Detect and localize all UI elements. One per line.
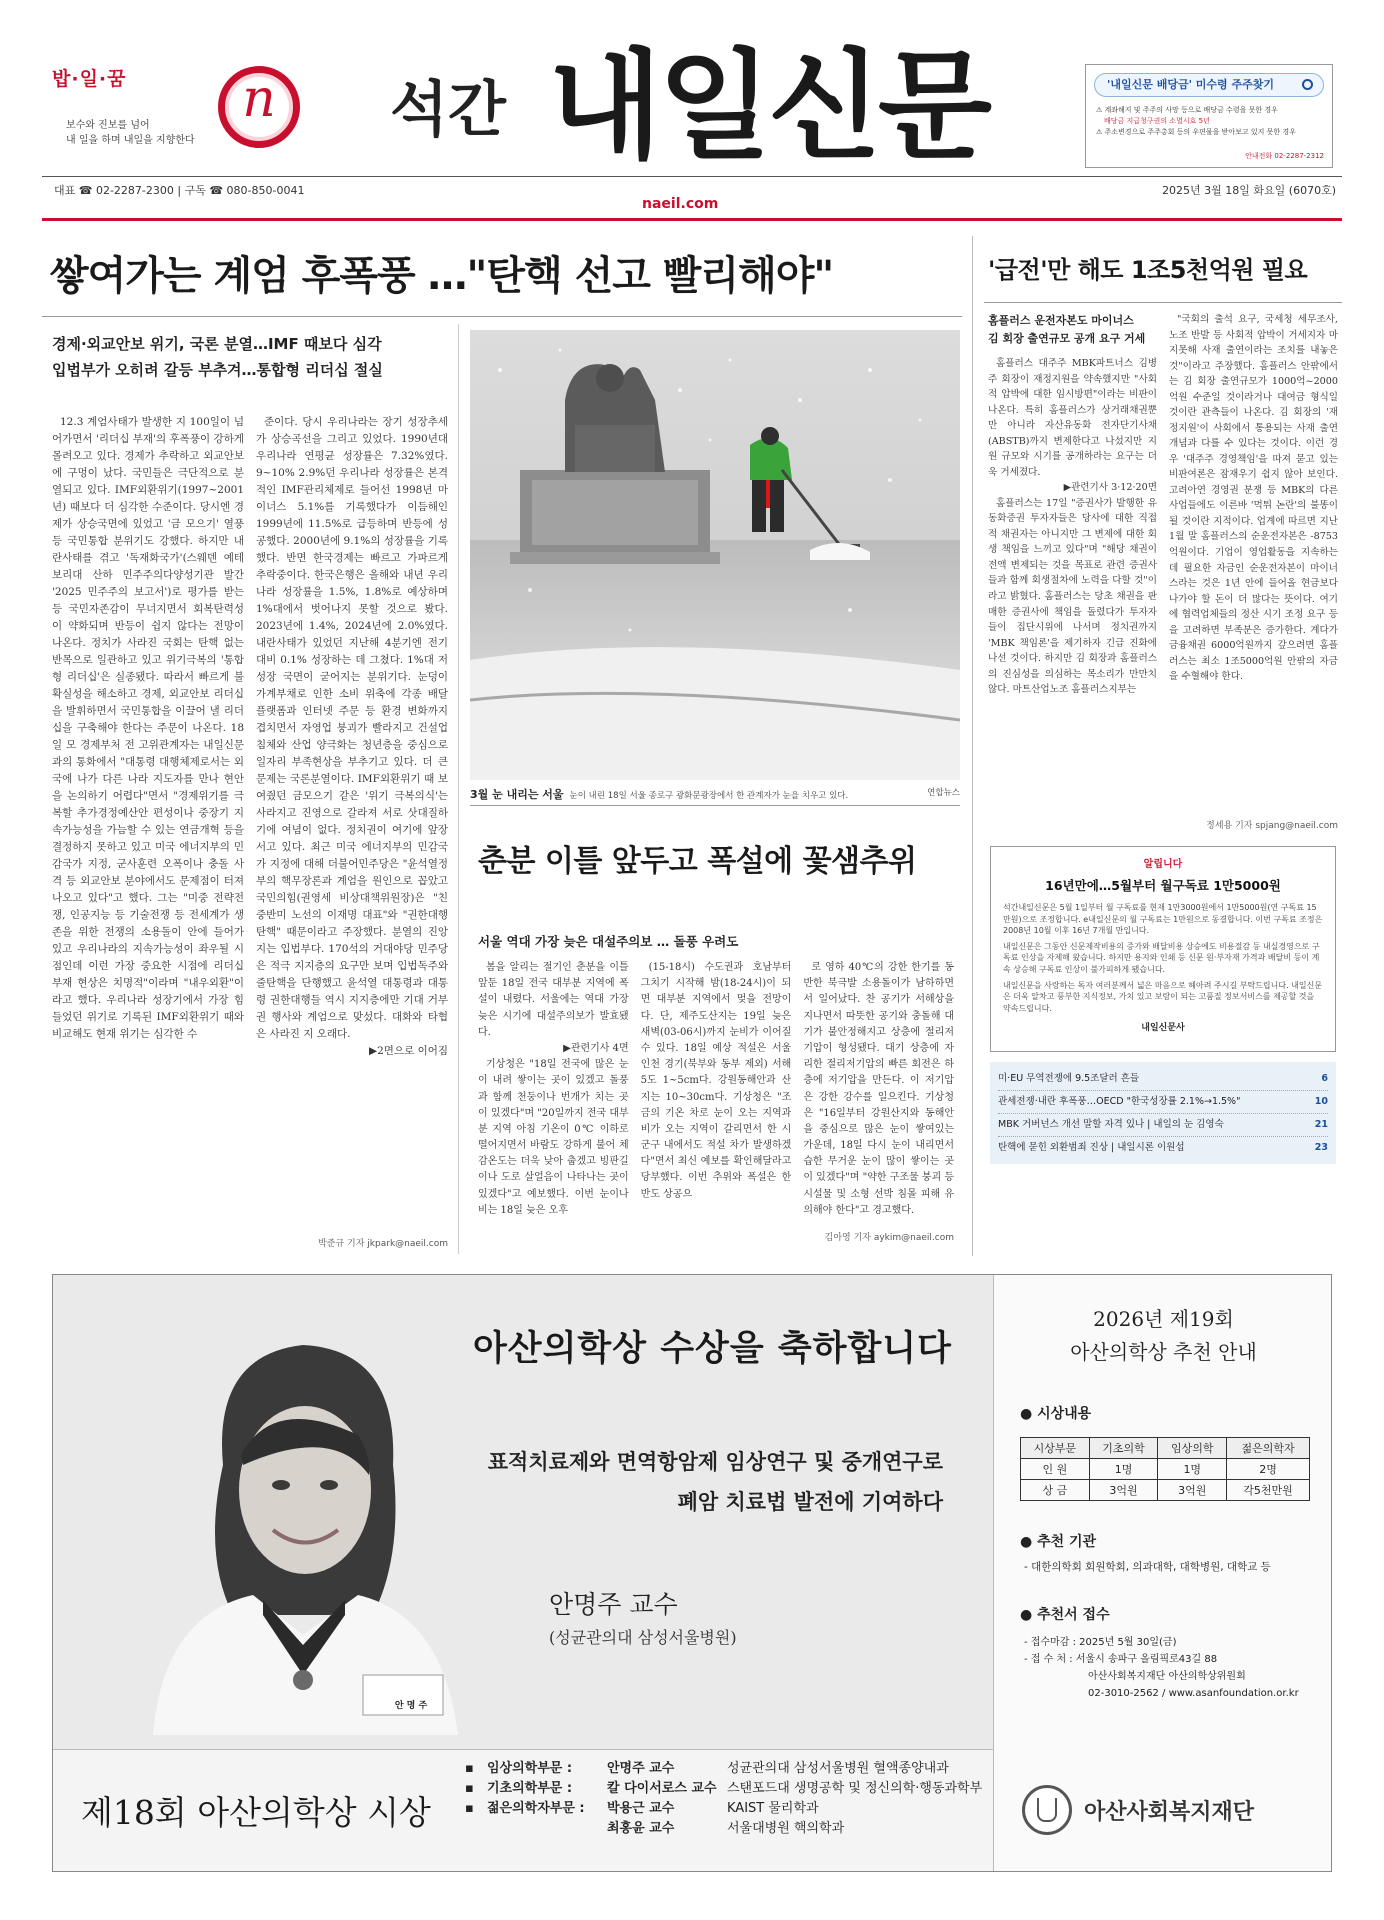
notice-box-title-bar [1094, 73, 1324, 97]
winner-row: ▪ 기초의학부문 : 칼 다이서로스 교수 스탠포드대 생명공학 및 정신의학·행동과학부 [465, 1781, 983, 1796]
notice-line: ⚠ 계좌해지 및 주주의 사망 등으로 배당금 수령을 못한 경우 [1096, 106, 1278, 114]
index-item[interactable]: 관세전쟁·내란 후폭풍…OECD "한국성장률 2.1%→1.5%" 10 [998, 1091, 1328, 1114]
notice-paragraph: 내일신문을 사랑하는 독자 여러분께서 넓은 마음으로 헤아려 주시길 부탁드립니다. 내일신문은 더욱 알차고 풍부한 지식정보, 가치 있고 보람이 되는 고품질 정보서비스를 제공할 것을 약속드립니다. [1003, 980, 1323, 1013]
laureate-affiliation: (성균관의대 삼성서울병원) [549, 1628, 737, 1647]
lead-subhead [52, 332, 452, 383]
date-line: 2025년 3월 18일 화요일 (6070호) [1162, 184, 1336, 197]
right-headline[interactable]: '급전'만 해도 1조5천억원 필요 [988, 256, 1308, 284]
asan-award-ad[interactable] [52, 1274, 1332, 1872]
notice-sign: 내일신문사 [1141, 1023, 1185, 1034]
photo-credit: 연합뉴스 [927, 788, 960, 798]
notice-paragraph: 내일신문은 그동안 신문제작비용의 증가와 배달비용 상승에도 비용절감 등 내실경영으로 구독료 인상을 자제해 왔습니다. 하지만 용지와 인쇄 등 신문 원·부자재 가격과 배달비 등이 계속 상승해 구독료 인상이 불가피하게 됐습니다. [1003, 941, 1320, 974]
masthead-rule [42, 176, 1342, 177]
right-subhead-line: 김 회장 출연규모 공개 요구 거세 [988, 331, 1146, 345]
lead-rule [42, 316, 962, 317]
snow-scene-image [470, 330, 960, 780]
notice-paragraph: 석간내일신문은 5월 1일부터 월 구독료를 현재 1만3000원에서 1만5000원(연 구독료 15만원)으로 조정합니다. e내일신문의 월 구독료는 1만원으로 동결합니다. 이번 구독료 조정은 2008년 10월 이후 16년 7개월 만입니다. [1003, 903, 1323, 936]
prize-table-head: 시상부문 기초의학 임상의학 젊은의학자 [1021, 1438, 1310, 1459]
lead-body [52, 414, 448, 1224]
notice-line: 배당금 지급청구권의 소멸시효 5년 [1104, 116, 1210, 125]
laureate-name: 안명주 교수 [549, 1590, 678, 1619]
notice-box-title: '내일신문 배당금' 미수령 주주찾기 [1107, 78, 1274, 91]
prize-table-row: 상 금 3억원 3억원 각5천만원 [1021, 1480, 1310, 1501]
snow-body [478, 960, 954, 1222]
photo-caption-title: 3월 눈 내리는 서울 [470, 788, 564, 801]
rec-address: 아산사회복지재단 아산의학상위원회 [1088, 1671, 1246, 1682]
right-byline: 정세용 기자 spjang@naeil.com [1206, 821, 1338, 831]
notice-label: 알립니다 [1143, 859, 1183, 870]
lead-headline[interactable]: 쌓여가는 계엄 후폭풍 …"탄핵 선고 빨리해야" [50, 253, 834, 299]
website-link[interactable]: naeil.com [642, 196, 719, 212]
index-item[interactable]: 탄핵에 묻힌 외환범죄 진상 | 내일시론 이원섭 23 [998, 1137, 1328, 1159]
laureate-portrait [113, 1315, 493, 1735]
badge-name: 안 명 주 [394, 1701, 428, 1711]
notice-box[interactable] [1085, 64, 1333, 168]
right-subhead-line: 홈플러스 운전자본도 마이너스 [988, 314, 1134, 327]
paper-name: 내일신문 [548, 37, 988, 175]
foundation-name: 아산사회복지재단 [1084, 1800, 1255, 1825]
winner-row: 최홍윤 교수 서울대병원 핵의학과 [607, 1821, 845, 1836]
right-body [988, 312, 1338, 808]
prize-table-row: 인 원 1명 1명 2명 [1021, 1459, 1310, 1480]
lead-col-1: 12.3 계엄사태가 발생한 지 100일이 넘어가면서 '리더십 부재'의 후폭풍이 강하게 몰려오고 있다. 경제가 추락하고 외교안보에 구멍이 났다. 국민들은 극단적으로 분열되고 있다. IMF외환위기(1997~2001년) 때보다 더 심각한 수준이다. 당시엔 경제가 상승국면에 있었고 '금 모으기' 열풍 등 국민통합 분위기도 강했다. 하지만 내란사태를 겪고 '독재화국가'(스웨덴 예테보리대 산하 민주주의다양성기관 발간 '2025 민주주의 보고서')로 평가를 받는 등 국민자존감이 무너지면서 회복탄력성이 약화되며 반등이 쉽지 않다는 전망이 나온다. 정치가 사라진 국회는 탄핵 없는 반목으로 일관하고 있고 위기극복의 '통합형 리더십'은 실종됐다. 따라서 빠르게 불확실성을 해소하고 경제, 외교안보 리더십을 발휘하면서 국민통합을 이끌어 낼 리더십을 구축해야 한다는 주문이 나온다. 18일 모 경제부처 전 고위관계자는 내일신문과의 통화에서 "대통령 대행체제로서는 외국에 나가 다른 나라 지도자를 만나 현안을 논의하기 어렵다"면서 "경제위기를 극복할 추가경정예산안 편성이나 중장기 지속가능성을 가늠할 수 있는 연금개혁 등을 결정하지 못하고 있고 미국 에너지부의 민감국가 지정, 군사훈련 오폭이나 충돌 사격 등 외교안보 분야에서도 문제점이 터져 나오고 있다"고 했다. 그는 "미중 전략전쟁, 인공지능 등 기술전쟁 등 전세계가 생존을 위한 전쟁의 소용돌이 안에 들어가 있고 우리나라의 지속가능성이 좌우될 시점인데 이런 가장 중요한 시점에 리더십 부재 현상은 치명적"이라며 "내우외환"이라고 했다. 우리나라 성장기에서 가장 힘들었던 위기로 기록된 IMF외환위기 때와 비교해도 현재 위기는 심각한 수 [52, 416, 244, 1040]
rec-section-awards: ● 시상내용 [1020, 1406, 1092, 1422]
notice-box-contact: 안내전화 02-2287-2312 [1245, 152, 1324, 160]
achievement-line: 폐암 치료법 발전에 기여하다 [677, 1489, 943, 1514]
right-col-2: "국회의 출석 요구, 국세청 세무조사, 노조 반발 등 사회적 압박이 거세지자 마지못해 사재 출연이라는 조치를 내놓은 것"이라고 주장했다. 홈플러스 안팎에서는 김 회장 출연규모가 1000억~2000억원 수준일 것이라거나 대여금 형식일 것이란 관측들이 나온다. 김 회장의 '재정지원'이 사회에서 통용되는 사재 출연 개념과 다를 수 있다는 것이다. 이런 경우 '대주주 경영책임'을 따져 묻고 있는 비판여론은 잠재우기 쉽지 않아 보인다. 고려아연 경영권 분쟁 등 MBK의 다른 사업들에도 이른바 '먹튀 논란'의 불똥이 될 것이란 지적이다. 업계에 따르면 지난 1월 말 홈플러스의 순운전자본은 -8753억원이다. 기업이 영업활동을 지속하는 데 필요한 자금인 순운전자본이 마이너스라는 것은 1년 안에 들어올 현금보다 나가야 할 돈이 더 많다는 뜻이다. 여기에 협력업체들의 정산 시기 조정 요구 등을 고려하면 부족분은 증가한다. 계다가 금융채권 6000억원까지 갚으려면 홈플러스는 최소 1조5000억원 안팎의 자금을 수혈해야 한다. [1169, 314, 1338, 683]
snow-story [470, 820, 960, 1250]
main-column-divider [972, 236, 973, 1256]
rec-address: - 접 수 처 : 서울시 송파구 올림픽로43길 88 [1024, 1654, 1218, 1665]
right-col-1: 홈플러스 대주주 MBK파트너스 김병주 회장이 재정지원을 약속했지만 "사회적 압박에 대한 임시방편"이라는 비판이 나온다. 특히 홈플러스가 상거래채권뿐만 아니라 자산유동화 전자단기사채(ABSTB)까지 변제한다고 나섰지만 지원 규모와 시기를 공개하라는 요구는 더욱 거세졌다. ▶관련기사 3·12·20면 홈플러스는 17일 "증권사가 발행한 유동화증권 투자자들은 당사에 대한 직접적 채권자는 아니지만 그 변제에 대한 회생 책임을 느끼고 있다"며 "해당 채권이 전액 변제되는 것을 목표로 관련 증권사들과 함께 회생절차에 노력을 다할 것"이라고 밝혔다. 홈플러스는 당초 채권을 판매한 증권사에 책임을 돌렸다가 투자자들이 집단시위에 나서며 정치권까지 'MBK 책임론'을 제기하자 긴급 진화에 나선 것이다. 하지만 김 회장과 홈플러스의 진심성을 의심하는 목소리가 만만치 않다. 마트산업노조 홈플러스지부는 [988, 358, 1157, 696]
masthead-bottom-rule [42, 218, 1342, 221]
index-item[interactable]: MBK 거버넌스 개선 말할 자격 있나 | 내일의 눈 김영숙 21 [998, 1114, 1328, 1137]
snow-col-2: (15-18시) 수도권과 호남부터 그치기 시작해 밤(18-24시)이 되면 대부분 지역에서 멎을 전망이다. 단, 제주도산지는 19일 늦은 새벽(03-06시)까지 눈비가 이어질 수 있다. 18일 예상 적설은 서울 인천 경기(북부와 동부 제외) 서해5도 1~5cm다. 강원동해안과 산지는 10~30cm다. 기상청은 "조금의 기온 차로 눈이 오는 지역과 비가 오는 지역이 갈리면서 한 시군구 내에서도 적설 차가 발생하겠다"면서 최신 예보를 확인해달라고 당부했다. 이번 추위와 폭설은 한반도 상공으 [640, 962, 792, 1200]
logo-letter: n [242, 69, 276, 129]
index-page: 21 [1314, 1119, 1328, 1130]
slogan-tag: 밥·일·꿈 [52, 68, 127, 90]
notice-line: ⚠ 주소변경으로 주주총회 등의 우편물을 받아보고 있지 못한 경우 [1096, 127, 1296, 136]
rec-section-institutions: ● 추천 기관 [1020, 1534, 1097, 1550]
index-page: 6 [1321, 1073, 1328, 1084]
lead-col-divider [458, 324, 459, 1254]
snow-related-ref[interactable]: ▶관련기사 4면 [563, 1042, 629, 1054]
masthead [0, 0, 1384, 215]
rec-contact[interactable]: 02-3010-2562 / www.asanfoundation.or.kr [1088, 1688, 1299, 1699]
ad-congrats: 아산의학상 수상을 축하합니다 [473, 1328, 952, 1369]
index-page: 10 [1314, 1096, 1328, 1107]
subscription-notice[interactable] [990, 846, 1336, 1052]
winner-row: ▪ 젊은의학자부문 : 박용근 교수 KAIST 물리학과 [465, 1801, 819, 1816]
rec-submission [1024, 1634, 1332, 1702]
search-icon [1302, 79, 1313, 90]
notice-body [1003, 902, 1323, 1014]
snow-photo[interactable] [470, 330, 960, 780]
snow-col-1: 봄을 알리는 절기인 춘분을 이틀 앞둔 18일 전국 대부분 지역에 폭설이 내렸다. 서울에는 역대 가장 늦은 시기에 대설주의보가 발효됐다. ▶관련기사 4면 기상청은 "18일 전국에 많은 눈이 내려 쌓이는 곳이 있겠고 돌풍과 함께 천둥이나 번개가 치는 곳이 있겠다"며 "20일까지 전국 대부분 지역 아침 기온이 0℃ 이하로 떨어지면서 바람도 강하게 불어 체감온도는 더욱 낮아 춥겠고 빙판길이나 도로 살얼음이 나타나는 곳이 있겠다"고 예보했다. 이번 눈이나 비는 18일 늦은 오후 [478, 962, 629, 1216]
lead-subhead-line: 입법부가 오히려 갈등 부추겨…통합형 리더십 절실 [52, 360, 383, 379]
index-page: 23 [1314, 1142, 1328, 1153]
brand-logo[interactable] [218, 66, 300, 148]
winner-row: ▪ 임상의학부문 : 안명주 교수 성균관의대 삼성서울병원 혈액종양내과 [465, 1761, 949, 1776]
snow-byline: 김아영 기자 aykim@naeil.com [824, 1233, 954, 1243]
rec-title-1: 2026년 제19회 [1093, 1307, 1234, 1331]
lead-byline: 박준규 기자 jkpark@naeil.com [318, 1239, 448, 1249]
rec-title-2: 아산의학상 추천 안내 [1070, 1340, 1257, 1364]
photo-caption-text: 눈이 내린 18일 서울 종로구 광화문광장에서 한 관계자가 눈을 치우고 있다. [569, 791, 849, 801]
phone-line: 대표 ☎ 02-2287-2300 | 구독 ☎ 080-850-0041 [54, 184, 305, 197]
motto [66, 118, 195, 148]
prize-table [1020, 1437, 1310, 1501]
inside-index [990, 1062, 1336, 1164]
achievement-line: 표적치료제와 면역항암제 임상연구 및 중개연구로 [487, 1450, 943, 1474]
motto-line: 보수와 진보를 넘어 [66, 120, 150, 131]
ad-achievement [473, 1443, 943, 1523]
winners-list [465, 1759, 995, 1839]
foundation-logo-icon [1022, 1785, 1072, 1835]
award-title: 제18회 아산의학상 시상 [81, 1793, 431, 1832]
motto-line: 내 일을 하며 내일을 지향한다 [66, 135, 195, 146]
notice-box-lines [1096, 105, 1328, 138]
lead-subhead-line: 경제·외교안보 위기, 국론 분열…IMF 때보다 심각 [52, 335, 382, 353]
lead-continued[interactable]: ▶2면으로 이어짐 [369, 1045, 448, 1057]
rec-section-submission: ● 추천서 접수 [1020, 1607, 1110, 1623]
snow-headline[interactable]: 춘분 이틀 앞두고 폭설에 꽃샘추위 [478, 844, 917, 879]
right-rule [984, 302, 1342, 303]
rec-institutions-text: - 대한의학회 회원학회, 의과대학, 대학병원, 대학교 등 [1024, 1561, 1271, 1573]
recommendation-panel [993, 1275, 1332, 1872]
right-related-ref[interactable]: ▶관련기사 3·12·20면 [1063, 482, 1157, 494]
edition-label: 석간 [390, 75, 506, 145]
snow-col-3: 로 영하 40℃의 강한 한기를 동반한 북극발 소용돌이가 남하하면서 일어났다. 찬 공기가 서해상을 지나면서 따뜻한 공기와 충돌해 대기가 불안정해지고 상층에 절리저기압이 형성됐다. 대기 상층에 자리한 절리저기압의 빠른 회전은 하층에 저기압을 만든다. 이 저기압은 강한 강수를 일으킨다. 기상청은 "16일부터 강원산지와 동해안을 중심으로 많은 눈이 쌓여있는 가운데, 18일 다시 눈이 내리면서 습한 무거운 눈이 많이 쌓이는 곳이 있겠다"며 "약한 구조물 붕괴 등 시설물 및 소형 선박 침몰 피해 유의해야 한다"고 경고했다. [803, 962, 955, 1216]
snow-subhead: 서울 역대 가장 늦은 대설주의보 … 돌풍 우려도 [478, 934, 739, 949]
index-item[interactable]: 미·EU 무역전쟁에 9.5조달러 흔들 6 [998, 1068, 1328, 1091]
photo-caption [470, 786, 960, 802]
right-story [984, 236, 1342, 836]
notice-title: 16년만에…5월부터 월구독료 1만5000원 [1045, 878, 1281, 893]
lead-col-2: 준이다. 당시 우리나라는 장기 성장추세가 상승곡선을 그리고 있었다. 1990년대 우리나라 연평균 성장률은 7.32%였다. 9~10% 2.9%던 우리나라 성장률은 본격적인 IMF관리체제로 들어선 1998년 마이너스 5.1%를 기록했다가 이듬해인 1999년에 11.5%로 급등하며 반등에 성공했다. 2000년에 9.1%의 성장률을 기록했다. 반면 한국경제는 빠르고 가파르게 추락중이다. 한국은행은 올해와 내년 우리나라 성장률을 1.5%, 1.8%로 예상하며 1%대에서 벗어나지 못할 것으로 봤다. 2023년에 1.4%, 2024년에 2.0%였다. 내란사태가 있었던 지난해 4분기엔 전기 대비 0.1% 성장하는 데 그쳤다. 1%대 저성장 국면이 굳어지는 분위기다. 눈덩이 가계부채로 인한 소비 위축에 각종 배달 플랫폼과 인터넷 주문 등 환경 변화까지 겹치면서 자영업 붕괴가 빨라지고 건설업 침체와 산업 양극화는 청년층을 중심으로 일자리 부족현상을 부추기고 있다. 더 큰 문제는 국론분열이다. IMF외환위기 때 보여줬던 금모으기 같은 '위기 극복의식'는 사라지고 진영으로 갈라져 서로 삿대질하기에 여념이 없다. 정치권이 여기에 앞장서고 있다. 최근 미국 에너지부의 민감국가 지정에 대해 더불어민주당은 "윤석열정부의 핵무장론과 계엄을 원인으로 꼽았고 국민의힘(권영세 비상대책위원장)은 "친중반미 노선의 이재명 대표"와 "권한대행 탄핵" 때문이라고 주장했다. 분열의 진앙지는 입법부다. 170석의 거대야당 민주당은 적극 지지층의 요구만 보며 입법독주와 줄탄핵을 단행했고 윤석열 대통령과 대통령 권한대행들 역시 지지층에만 기대 거부권 행사와 계엄으로 맞섰다. 대화와 타협은 사라진 지 오래다. ▶2면으로 이어짐 [256, 414, 448, 1224]
photo-rule [470, 805, 960, 806]
rec-deadline: - 접수마감 : 2025년 5월 30일(금) [1024, 1637, 1177, 1648]
